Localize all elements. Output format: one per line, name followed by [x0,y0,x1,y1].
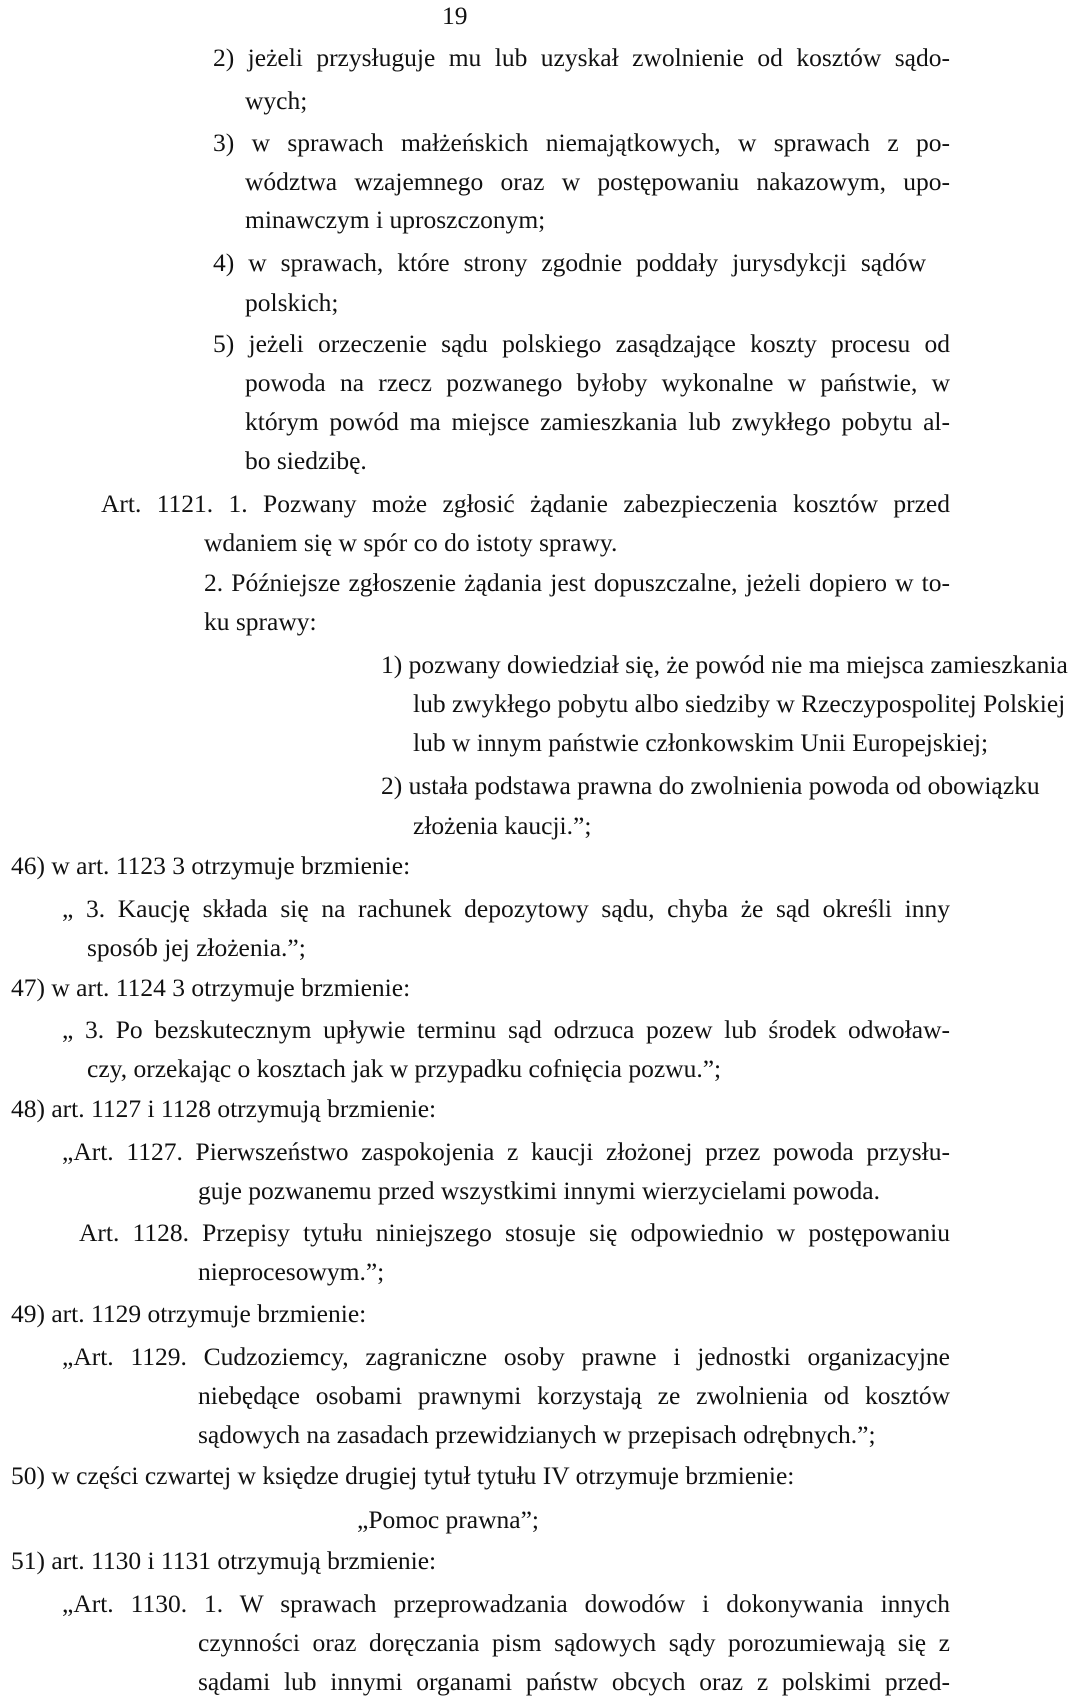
item-2-line-1: 2) jeżeli przysługuje mu lub uzyskał zwolnienie od kosztów sądo- [213,43,950,72]
art-1121-par-2-line-2: ku sprawy: [204,607,317,636]
art-1130-line-3: sądami lub innymi organami państw obcych oraz z polskimi przed- [198,1667,950,1696]
art-1127-line-2: guje pozwanemu przed wszystkimi innymi wierzycielami powoda. [198,1176,880,1205]
point-50-title: „Pomoc prawna”; [357,1505,539,1534]
point-47-line-1: „ 3. Po bezskutecznym upływie terminu sąd odrzuca pozew lub środek odwoław- [62,1015,950,1044]
item-3-line-2: wództwa wzajemnego oraz w postępowaniu nakazowym, upo- [245,167,950,196]
point-46-heading: 46) w art. 1123 3 otrzymuje brzmienie: [11,851,411,880]
art-1129-line-2: niebędące osobami prawnymi korzystają ze zwolnienia od kosztów [198,1381,950,1410]
par-2-item-2-line-1: 2) ustała podstawa prawna do zwolnienia powoda od obowiązku [381,771,1040,800]
item-4-line-1: 4) w sprawach, które strony zgodnie poddały jurysdykcji sądów [213,248,926,277]
art-1128-line-2: nieprocesowym.”; [198,1257,385,1286]
par-2-item-1-line-1: 1) pozwany dowiedział się, że powód nie ma miejsca zamieszkania [381,650,1068,679]
point-48-heading: 48) art. 1127 i 1128 otrzymują brzmienie: [11,1094,437,1123]
point-47-heading: 47) w art. 1124 3 otrzymuje brzmienie: [11,973,411,1002]
par-2-item-1-line-2: lub zwykłego pobytu albo siedziby w Rzeczypospolitej Polskiej [413,689,1066,718]
art-1127-line-1: „Art. 1127. Pierwszeństwo zaspokojenia z kaucji złożonej przez powoda przysłu- [62,1137,950,1166]
point-50-heading: 50) w części czwartej w księdze drugiej tytuł tytułu IV otrzymuje brzmienie: [11,1461,795,1490]
art-1121-par-1-line-2: wdaniem się w spór co do istoty sprawy. [204,528,618,557]
point-46-line-1: „ 3. Kaucję składa się na rachunek depozytowy sądu, chyba że sąd określi inny [62,894,950,923]
item-5-line-3: którym powód ma miejsce zamieszkania lub zwykłego pobytu al- [245,407,950,436]
item-3-line-3: minawczym i uproszczonym; [245,205,546,234]
point-49-heading: 49) art. 1129 otrzymuje brzmienie: [11,1299,367,1328]
item-3-line-1: 3) w sprawach małżeńskich niemajątkowych, w sprawach z po- [213,128,950,157]
item-5-line-4: bo siedzibę. [245,446,367,475]
point-47-line-2: czy, orzekając o kosztach jak w przypadku cofnięcia pozwu.”; [87,1054,722,1083]
art-1121-par-1-line-1: Art. 1121. 1. Pozwany może zgłosić żądanie zabezpieczenia kosztów przed [101,489,950,518]
item-4-line-2: polskich; [245,288,339,317]
point-46-line-2: sposób jej złożenia.”; [87,933,306,962]
art-1130-line-1: „Art. 1130. 1. W sprawach przeprowadzania dowodów i dokonywania innych [62,1589,950,1618]
art-1129-line-3: sądowych na zasadach przewidzianych w przepisach odrębnych.”; [198,1420,876,1449]
art-1121-par-2-line-1: 2. Późniejsze zgłoszenie żądania jest dopuszczalne, jeżeli dopiero w to- [204,568,950,597]
point-51-heading: 51) art. 1130 i 1131 otrzymują brzmienie: [11,1546,437,1575]
par-2-item-2-line-2: złożenia kaucji.”; [413,811,592,840]
page-number: 19 [442,1,468,30]
item-5-line-2: powoda na rzecz pozwanego byłoby wykonalne w państwie, w [245,368,950,397]
par-2-item-1-line-3: lub w innym państwie członkowskim Unii Europejskiej; [413,728,989,757]
item-2-line-2: wych; [245,86,308,115]
art-1130-line-2: czynności oraz doręczania pism sądowych sądy porozumiewają się z [198,1628,950,1657]
art-1128-line-1: Art. 1128. Przepisy tytułu niniejszego stosuje się odpowiednio w postępowaniu [79,1218,950,1247]
art-1129-line-1: „Art. 1129. Cudzoziemcy, zagraniczne osoby prawne i jednostki organizacyjne [62,1342,950,1371]
item-5-line-1: 5) jeżeli orzeczenie sądu polskiego zasądzające koszty procesu od [213,329,950,358]
